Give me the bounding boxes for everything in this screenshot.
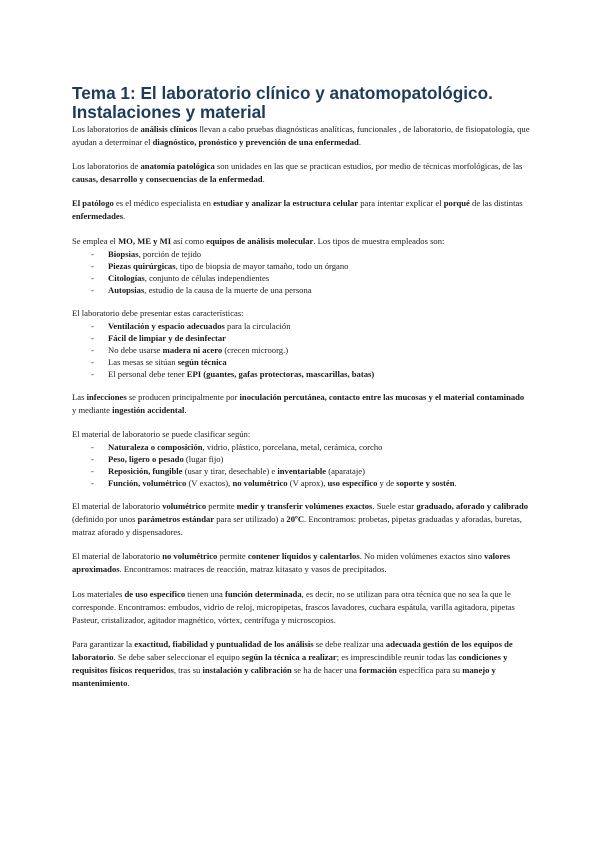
list-item: - Piezas quirúrgicas, tipo de biopsia de mayor tamaño, todo un órgano — [91, 260, 349, 271]
list-item: - El personal debe tener EPI (guantes, gafas protectoras, mascarillas, batas) — [91, 368, 375, 379]
list-item: - Biopsias, porción de tejido — [91, 248, 202, 259]
list-tipos-muestra — [72, 248, 530, 296]
paragraph-uso-especifico: Los materiales de uso específico tienen una función determinada, es decir, no se utilizan para otra técnica que no sea la que le corresponde. Encontramos: embudos, vidrio de reloj, micropipetas, frascos lavadores, cuchara espátula, varilla agitadora, pipetas Pasteur, cristalizador, agitador magnético, vórtex, centrífuga y microscopios. — [72, 588, 515, 625]
paragraph-caracteristicas: El laboratorio debe presentar estas características: — [72, 307, 244, 318]
paragraph-clasificacion-material: El material de laboratorio se puede clasificar según: — [72, 428, 251, 439]
paragraph-tipos-muestra: Se emplea el MO, ME y MI así como equipos de análisis molecular. Los tipos de muestra empleados son: — [72, 235, 445, 246]
paragraph-gestion-equipos: Para garantizar la exactitud, fiabilidad y puntualidad de los análisis se debe realizar una adecuada gestión de los equipos de laboratorio. Se debe saber seleccionar el equipo según la técnica a realizar; es imprescindible reunir todas las condiciones y requisitos físicos requeridos, tras su instalación y calibración se ha de hacer una formación específica para su manejo y mantenimiento. — [72, 638, 513, 689]
list-item: - No debe usarse madera ni acero (crecen microorg.) — [91, 344, 289, 355]
list-item: - Función, volumétrico (V exactos), no volumétrico (V aprox), uso específico y de soporte y sostén. — [91, 478, 457, 489]
paragraph-anatomia-patologica: Los laboratorios de anatomía patológica son unidades en las que se practican estudios, por medio de técnicas morfológicas, de las causas, desarrollo y consecuencias de la enfermedad. — [72, 161, 523, 185]
list-clasificacion-material — [72, 441, 530, 489]
list-caracteristicas — [72, 320, 530, 380]
paragraph-patologo: El patólogo es el médico especialista en estudiar y analizar la estructura celular para intentar explicar el porqué de las distintas enfermedades. — [72, 198, 523, 222]
paragraph-material-volumetrico: El material de laboratorio volumétrico permite medir y transferir volúmenes exactos. Suele estar graduado, aforado y calibrado (definido por unos parámetros estándar para ser utilizado) a 20ºC. Encontramos: probetas, pipetas graduadas y aforadas, buretas, matraz aforado y dispensadores. — [72, 501, 529, 538]
page-title: Tema 1: El laboratorio clínico y anatomopatológico. Instalaciones y material — [72, 83, 493, 122]
list-item: - Peso, ligero o pesado (lugar fijo) — [91, 454, 224, 465]
paragraph-material-no-volumetrico: El material de laboratorio no volumétrico permite contener líquidos y calentarlos. No miden volúmenes exactos sino valores aproximados. Encontramos: matraces de reacción, matraz kitasato y vasos de precipitados. — [72, 551, 511, 575]
list-item: - Ventilación y espacio adecuados para la circulación — [91, 320, 291, 331]
list-item: - Reposición, fungible (usar y tirar, desechable) e inventariable (aparataje) — [91, 466, 365, 477]
list-item: - Citologías, conjunto de células independientes — [91, 272, 270, 283]
list-item: - Las mesas se sitúan según técnica — [91, 356, 227, 367]
list-item: - Autopsias, estudio de la causa de la muerte de una persona — [91, 284, 312, 295]
paragraph-analisis-clinicos: Los laboratorios de análisis clínicos llevan a cabo pruebas diagnósticas analíticas, funcionales , de laboratorio, de fisiopatología, que ayudan a determinar el diagnóstico, pronóstico y prevención de una enfermedad. — [72, 124, 530, 148]
paragraph-infecciones: Las infecciones se producen principalmente por inoculación percutánea, contacto entre las mucosas y el material contaminado y mediante ingestión accidental. — [72, 391, 525, 415]
list-item: - Fácil de limpiar y de desinfectar — [91, 332, 226, 343]
list-item: - Naturaleza o composición, vidrio, plástico, porcelana, metal, cerámica, corcho — [91, 442, 383, 453]
document-body — [72, 84, 530, 690]
